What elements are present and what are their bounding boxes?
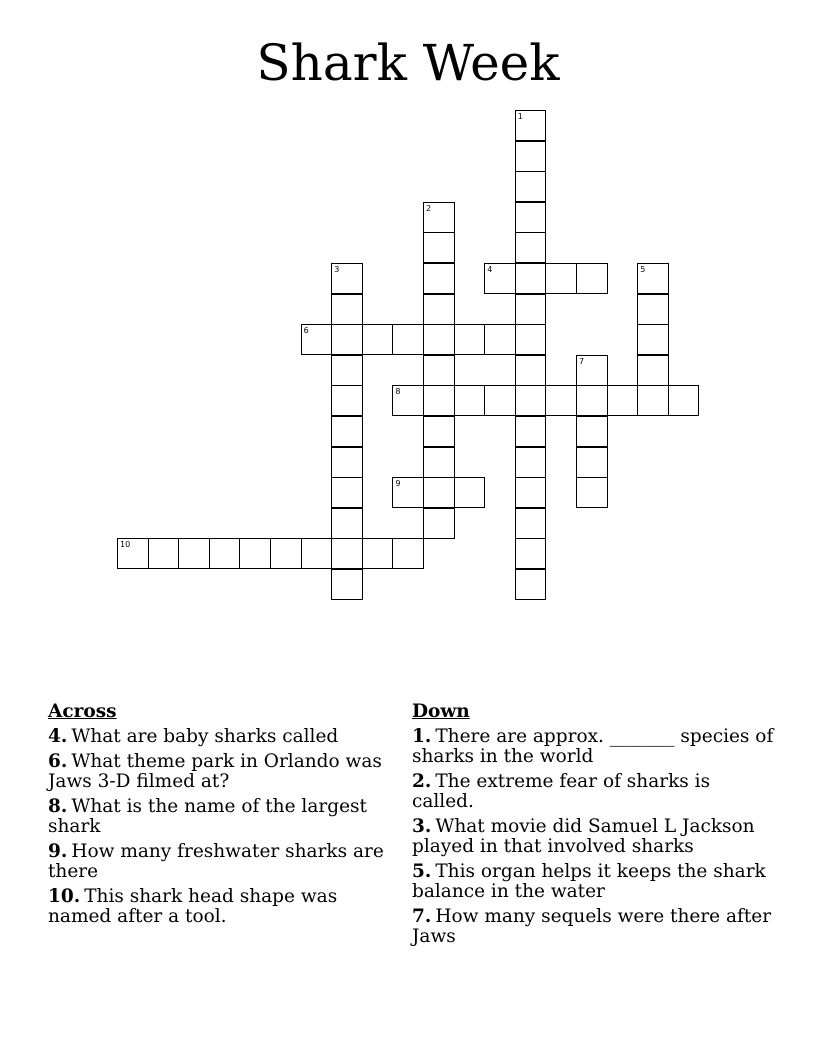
page-title: Shark Week xyxy=(256,34,560,92)
crossword-cell[interactable] xyxy=(331,355,363,386)
crossword-cell[interactable] xyxy=(515,324,547,355)
crossword-cell[interactable] xyxy=(362,538,394,569)
clue-text: How many freshwater sharks are there xyxy=(48,841,384,882)
crossword-cell[interactable] xyxy=(423,232,455,263)
clue-number-label: 7 xyxy=(579,356,585,366)
crossword-cell[interactable] xyxy=(515,447,547,478)
crossword-cell[interactable] xyxy=(454,385,486,416)
clue-text: What theme park in Orlando was Jaws 3-D filmed at? xyxy=(48,751,382,792)
crossword-cell[interactable] xyxy=(423,477,455,508)
clue-number-label: 1 xyxy=(517,112,523,121)
clue-number: 9. xyxy=(48,841,68,862)
crossword-cell[interactable] xyxy=(454,324,486,355)
down-clue-5 xyxy=(412,862,777,902)
crossword-cell[interactable] xyxy=(209,538,241,569)
crossword-cell[interactable] xyxy=(576,447,608,478)
crossword-cell[interactable] xyxy=(515,538,547,569)
crossword-cell[interactable] xyxy=(607,385,639,416)
across-clue-4 xyxy=(48,727,393,747)
crossword-cell[interactable] xyxy=(454,477,486,508)
clue-number-label: 8 xyxy=(395,387,401,397)
crossword-cell[interactable] xyxy=(331,416,363,447)
crossword-cell[interactable] xyxy=(423,385,455,416)
down-clues xyxy=(412,702,777,952)
clue-number-label: 10 xyxy=(120,540,131,550)
clue-number-label: 3 xyxy=(334,265,340,274)
crossword-cell[interactable] xyxy=(484,385,516,416)
crossword-cell[interactable] xyxy=(423,324,455,355)
crossword-cell[interactable] xyxy=(331,263,363,294)
crossword-cell[interactable] xyxy=(637,385,669,416)
crossword-cell[interactable] xyxy=(637,263,669,294)
crossword-cell[interactable] xyxy=(331,538,363,569)
crossword-cell[interactable] xyxy=(117,538,149,569)
crossword-cell[interactable] xyxy=(331,294,363,325)
crossword-cell[interactable] xyxy=(392,538,424,569)
crossword-cell[interactable] xyxy=(423,508,455,539)
clue-number: 10. xyxy=(48,886,81,907)
crossword-cell[interactable] xyxy=(637,294,669,325)
crossword-cell[interactable] xyxy=(423,355,455,386)
crossword-cell[interactable] xyxy=(515,110,547,141)
crossword-cell[interactable] xyxy=(637,355,669,386)
clue-number-label: 9 xyxy=(395,479,401,489)
crossword-cell[interactable] xyxy=(331,324,363,355)
crossword-cell[interactable] xyxy=(515,202,547,233)
crossword-cell[interactable] xyxy=(515,141,547,172)
crossword-cell[interactable] xyxy=(545,263,577,294)
clue-text: How many sequels were there after Jaws xyxy=(412,906,772,947)
clue-text: There are approx. _______ species of sharks in the world xyxy=(412,726,774,767)
clue-number: 2. xyxy=(412,771,432,792)
crossword-cell[interactable] xyxy=(515,477,547,508)
clue-number-label: 2 xyxy=(426,203,432,213)
crossword-cell[interactable] xyxy=(484,324,516,355)
down-heading: Down xyxy=(412,701,470,722)
crossword-cell[interactable] xyxy=(515,385,547,416)
clue-text: What is the name of the largest shark xyxy=(48,796,367,837)
across-heading: Across xyxy=(48,701,117,722)
crossword-cell[interactable] xyxy=(637,324,669,355)
across-clue-9 xyxy=(48,842,393,882)
clue-text: This organ helps it keeps the shark balance in the water xyxy=(412,861,766,902)
crossword-cell[interactable] xyxy=(392,324,424,355)
crossword-cell[interactable] xyxy=(576,416,608,447)
down-clue-7 xyxy=(412,907,777,947)
crossword-cell[interactable] xyxy=(515,508,547,539)
crossword-cell[interactable] xyxy=(331,477,363,508)
crossword-cell[interactable] xyxy=(301,538,333,569)
clue-number: 3. xyxy=(412,816,432,837)
clue-number: 7. xyxy=(412,906,432,927)
crossword-cell[interactable] xyxy=(178,538,210,569)
clue-number: 1. xyxy=(412,726,432,747)
clue-number: 6. xyxy=(48,751,68,772)
crossword-cell[interactable] xyxy=(331,569,363,600)
crossword-cell[interactable] xyxy=(423,294,455,325)
clue-text: The extreme fear of sharks is called. xyxy=(412,771,711,812)
clue-text: What are baby sharks called xyxy=(71,726,339,747)
down-clue-2 xyxy=(412,772,777,812)
across-clues xyxy=(48,702,393,932)
clue-number: 5. xyxy=(412,861,432,882)
crossword-cell[interactable] xyxy=(576,477,608,508)
crossword-cell[interactable] xyxy=(576,263,608,294)
crossword-cell[interactable] xyxy=(423,202,455,233)
crossword-cell[interactable] xyxy=(301,324,333,355)
across-clue-8 xyxy=(48,797,393,837)
crossword-cell[interactable] xyxy=(545,385,577,416)
crossword-cell[interactable] xyxy=(515,569,547,600)
clue-number-label: 6 xyxy=(303,326,309,336)
crossword-cell[interactable] xyxy=(270,538,302,569)
crossword-cell[interactable] xyxy=(515,263,547,294)
crossword-cell[interactable] xyxy=(515,171,547,202)
down-clue-3 xyxy=(412,817,777,857)
crossword-cell[interactable] xyxy=(484,263,516,294)
down-clue-1 xyxy=(412,727,777,767)
crossword-cell[interactable] xyxy=(423,447,455,478)
crossword-cell[interactable] xyxy=(362,324,394,355)
across-clue-10 xyxy=(48,887,393,927)
crossword-cell[interactable] xyxy=(392,385,424,416)
crossword-cell[interactable] xyxy=(576,385,608,416)
crossword-cell[interactable] xyxy=(331,447,363,478)
clue-number-label: 4 xyxy=(487,265,493,274)
clue-number: 8. xyxy=(48,796,68,817)
across-clue-6 xyxy=(48,752,393,792)
clue-number-label: 5 xyxy=(640,265,646,274)
crossword-cell[interactable] xyxy=(331,385,363,416)
crossword-cell[interactable] xyxy=(515,416,547,447)
crossword-cell[interactable] xyxy=(331,508,363,539)
clue-text: What movie did Samuel L Jackson played in that involved sharks xyxy=(412,816,755,857)
crossword-cell[interactable] xyxy=(668,385,700,416)
crossword-cell[interactable] xyxy=(423,416,455,447)
crossword-cell[interactable] xyxy=(515,355,547,386)
crossword-cell[interactable] xyxy=(239,538,271,569)
crossword-cell[interactable] xyxy=(148,538,180,569)
crossword-cell[interactable] xyxy=(576,355,608,386)
crossword-cell[interactable] xyxy=(515,294,547,325)
clue-text: This shark head shape was named after a tool. xyxy=(48,886,338,927)
crossword-cell[interactable] xyxy=(392,477,424,508)
crossword-cell[interactable] xyxy=(423,263,455,294)
crossword-cell[interactable] xyxy=(515,232,547,263)
clue-number: 4. xyxy=(48,726,68,747)
